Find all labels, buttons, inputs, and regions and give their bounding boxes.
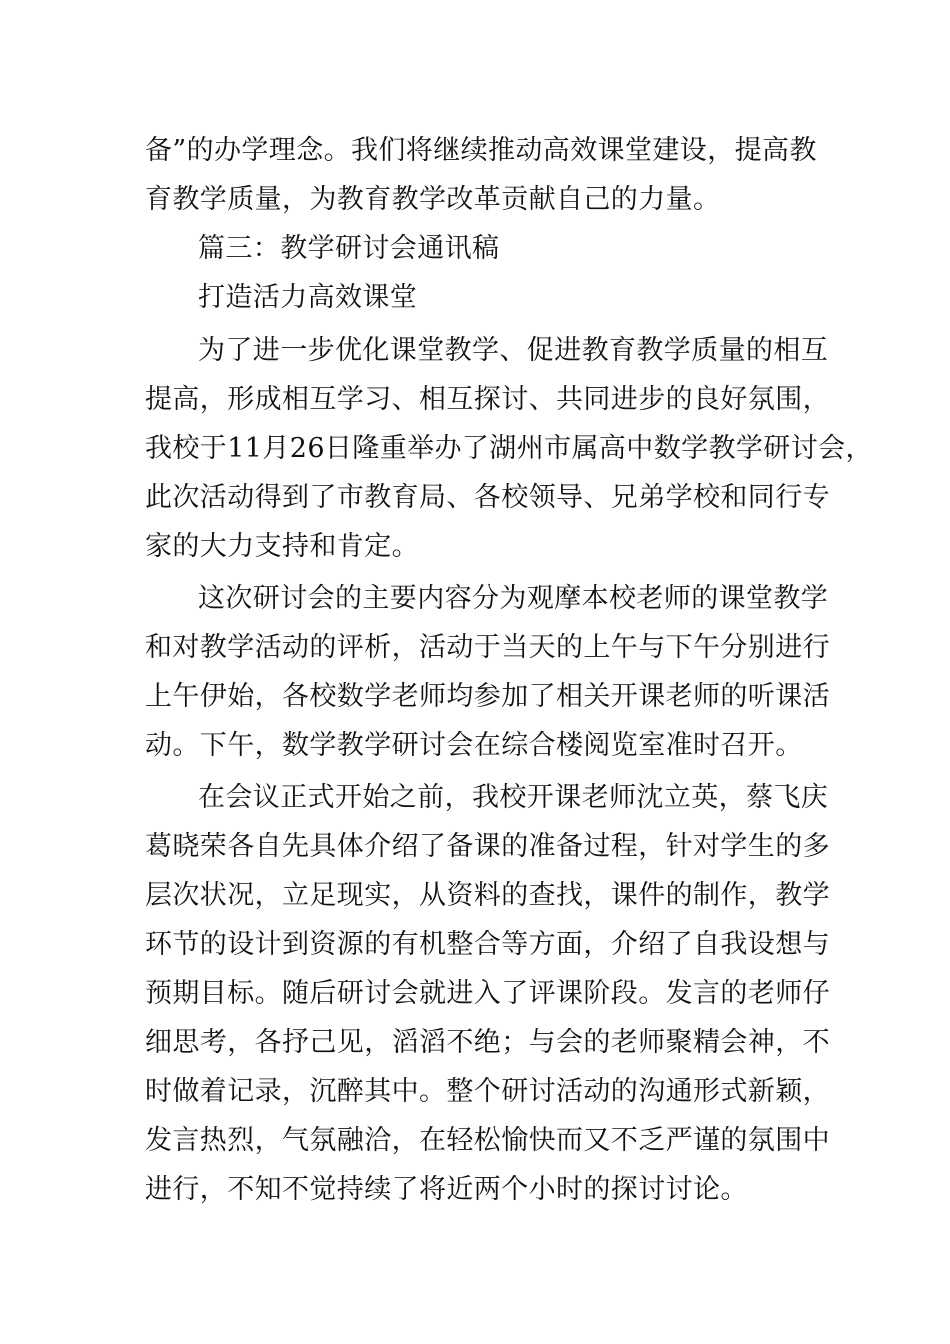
text-line: 这次研讨会的主要内容分为观摩本校老师的课堂教学 — [198, 583, 829, 614]
text-line: 此次活动得到了市教育局、各校领导、兄弟学校和同行专 — [145, 482, 830, 513]
section-heading: 篇三：教学研讨会通讯稿 — [198, 233, 500, 264]
text-line: 育教学质量，为教育教学改革贡献自己的力量。 — [145, 184, 721, 215]
text-line: 提高，形成相互学习、相互探讨、共同进步的良好氛围， — [145, 384, 830, 415]
text-line: 为了进一步优化课堂教学、促进教育教学质量的相互 — [198, 335, 829, 366]
text-line: 层次状况，立足现实，从资料的查找，课件的制作，教学 — [145, 880, 830, 911]
text-line: 进行，不知不觉持续了将近两个小时的探讨讨论。 — [145, 1174, 748, 1205]
text-line: 在会议正式开始之前，我校开课老师沈立英，蔡飞庆 — [198, 782, 829, 813]
text-line: 动。下午，数学教学研讨会在综合楼阅览室准时召开。 — [145, 730, 803, 761]
text-line: 细思考，各抒己见，滔滔不绝；与会的老师聚精会神，不 — [145, 1027, 830, 1058]
text-line: 时做着记录，沉醉其中。整个研讨活动的沟通形式新颖， — [145, 1076, 830, 1107]
text-line: 环节的设计到资源的有机整合等方面，介绍了自我设想与 — [145, 929, 830, 960]
text-line: 预期目标。随后研讨会就进入了评课阶段。发言的老师仔 — [145, 978, 830, 1009]
text-line: 上午伊始，各校数学老师均参加了相关开课老师的听课活 — [145, 681, 830, 712]
text-line: 发言热烈，气氛融洽，在轻松愉快而又不乏严谨的氛围中 — [145, 1125, 830, 1156]
text-line: 和对教学活动的评析，活动于当天的上午与下午分别进行 — [145, 632, 830, 663]
text-line: 备”的办学理念。我们将继续推动高效课堂建设，提高教 — [145, 135, 817, 166]
text-line: 家的大力支持和肯定。 — [145, 531, 419, 562]
text-line: 我校于11月26日隆重举办了湖州市属高中数学教学研讨会， — [145, 433, 873, 464]
article-title: 打造活力高效课堂 — [198, 282, 418, 313]
text-line: 葛晓荣各自先具体介绍了备课的准备过程，针对学生的多 — [145, 831, 830, 862]
